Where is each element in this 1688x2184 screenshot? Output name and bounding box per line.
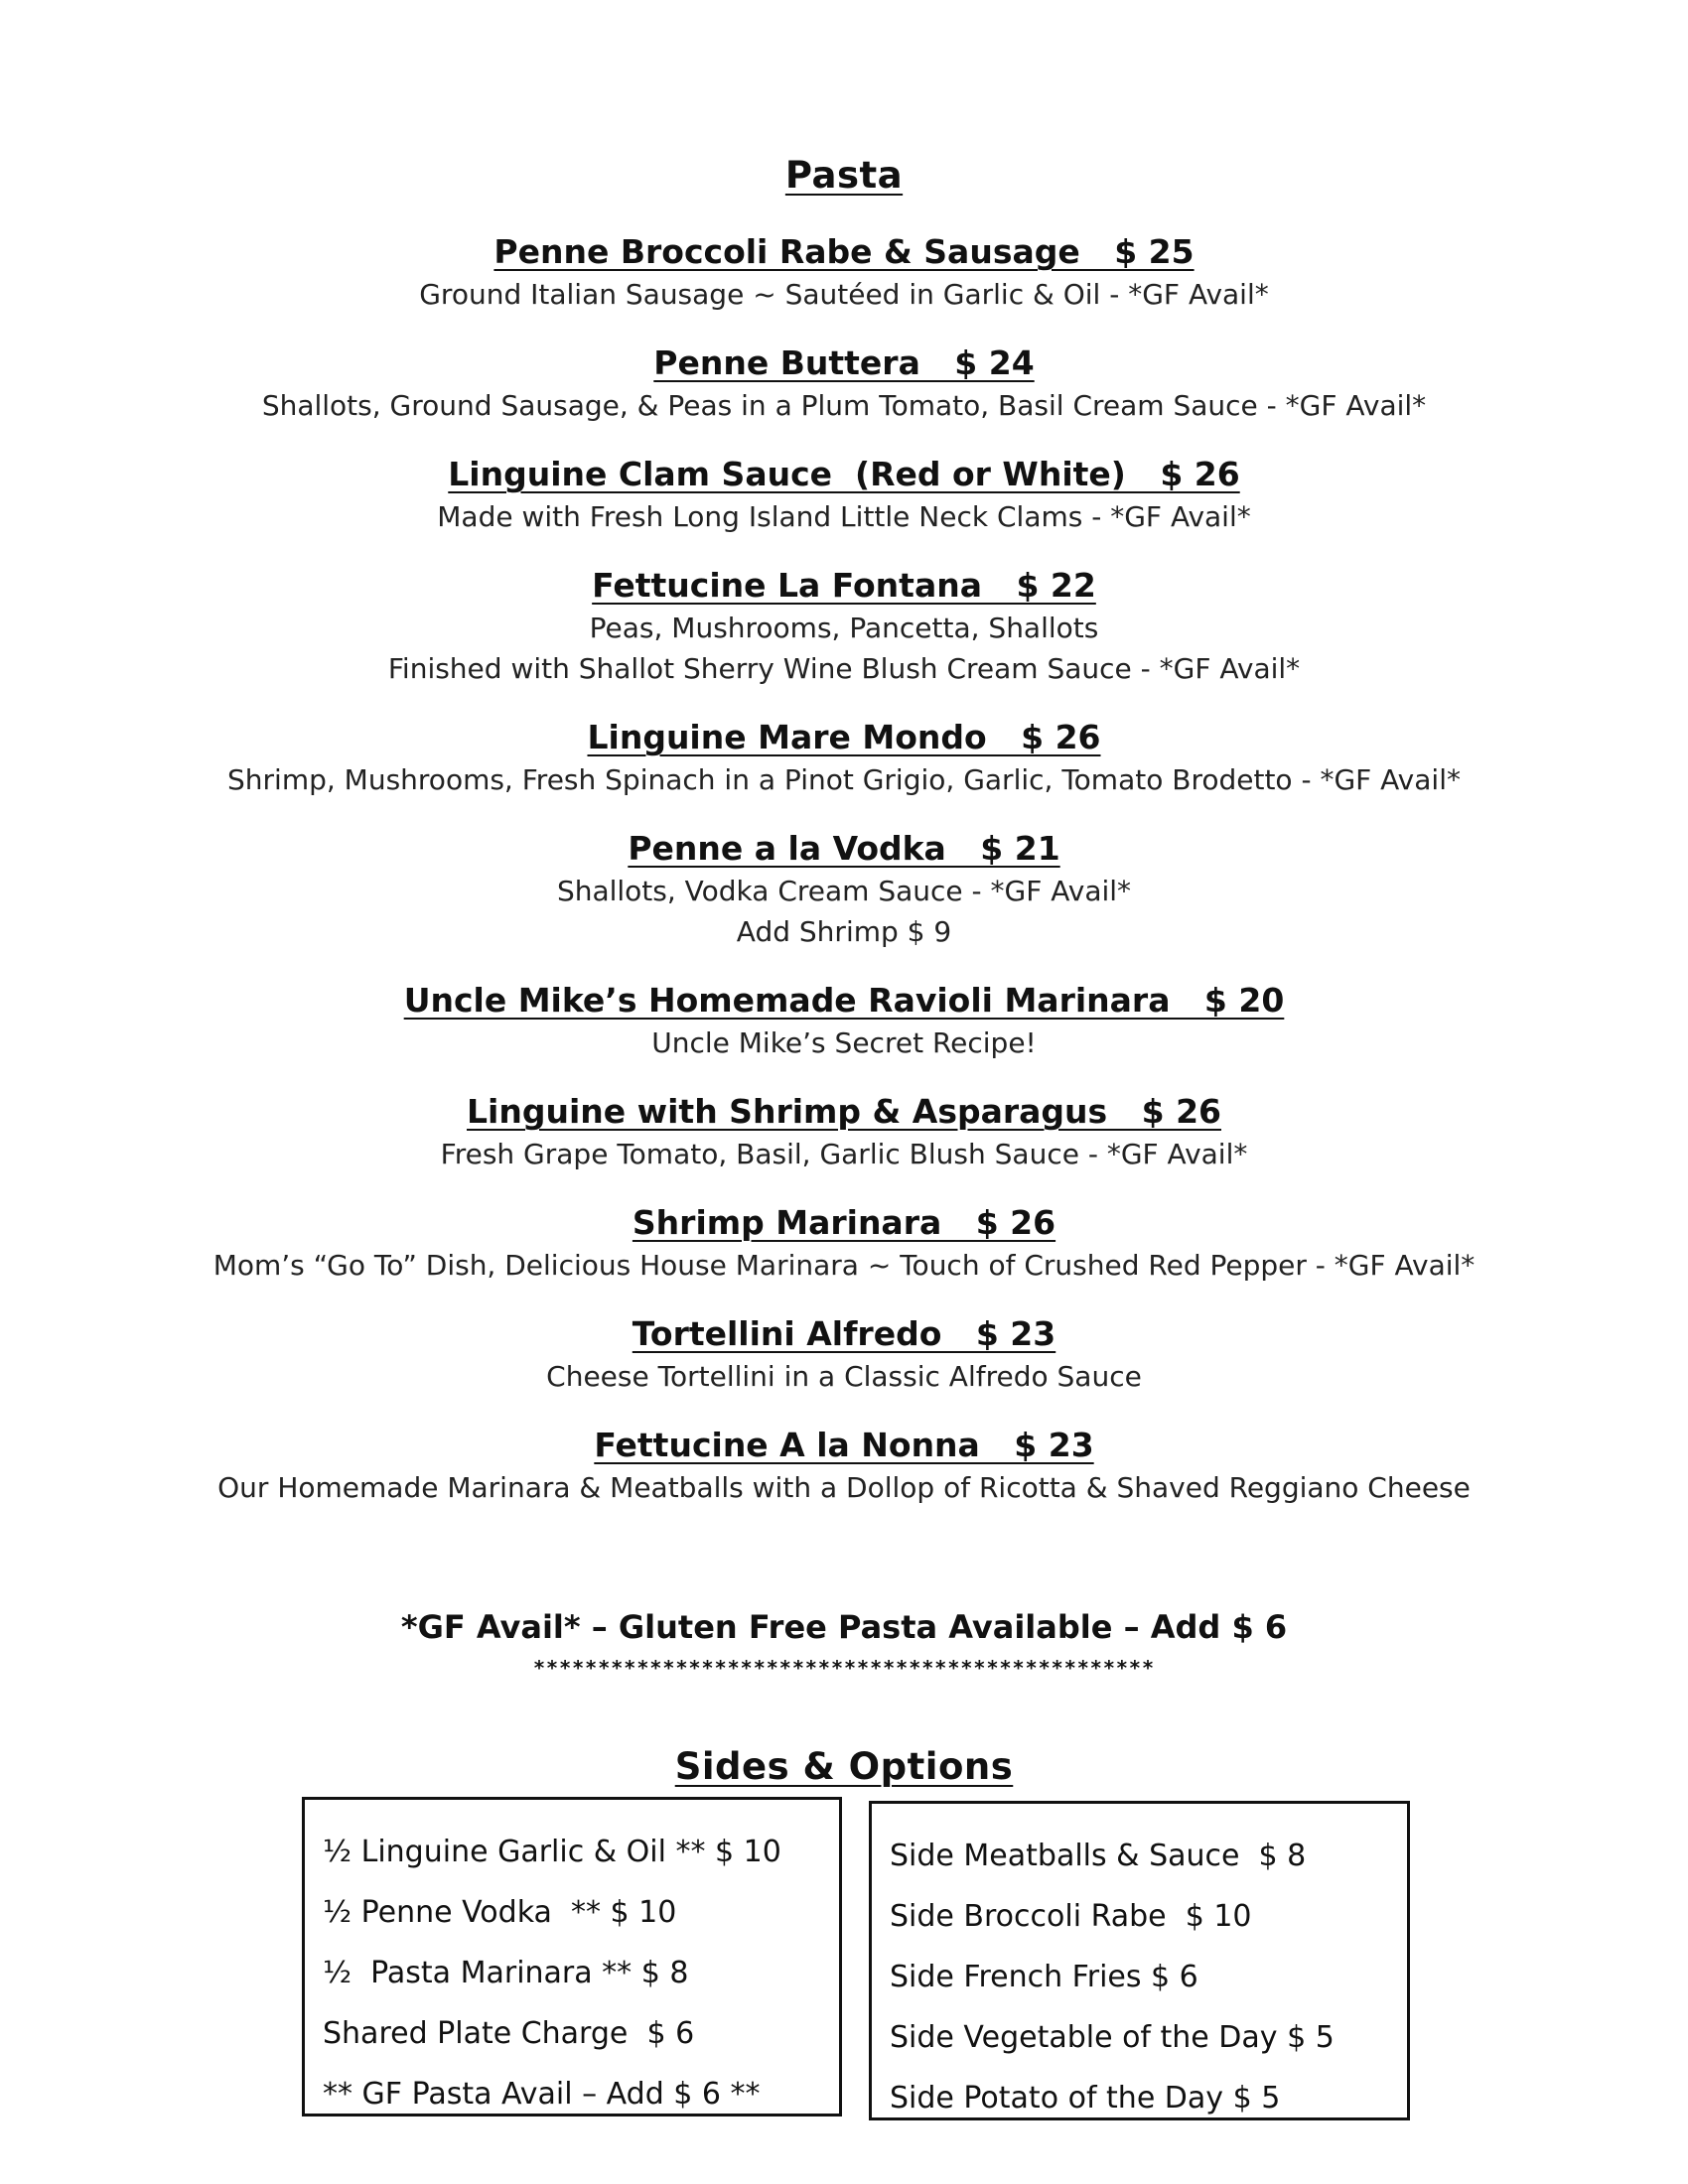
menu-item bbox=[0, 341, 1688, 426]
menu-item-description: Finished with Shallot Sherry Wine Blush Cream Sauce - *GF Avail* bbox=[387, 652, 1301, 685]
menu-item bbox=[0, 716, 1688, 800]
pasta-section-title: Pasta bbox=[784, 154, 904, 197]
side-item: Side Meatballs & Sauce $ 8 bbox=[890, 1839, 1307, 1873]
menu-item bbox=[0, 979, 1688, 1063]
menu-item-title: Uncle Mike’s Homemade Ravioli Marinara $ 20 bbox=[403, 981, 1285, 1020]
menu-item-title: Fettucine La Fontana $ 22 bbox=[592, 566, 1096, 605]
menu-item-description: Shrimp, Mushrooms, Fresh Spinach in a Pinot Grigio, Garlic, Tomato Brodetto - *GF Avail* bbox=[227, 763, 1461, 796]
menu-item-description: Peas, Mushrooms, Pancetta, Shallots bbox=[589, 612, 1099, 644]
pasta-menu-list bbox=[0, 230, 1688, 1535]
menu-item-description: Our Homemade Marinara & Meatballs with a Dollop of Ricotta & Shaved Reggiano Cheese bbox=[217, 1471, 1471, 1504]
menu-item-description: Uncle Mike’s Secret Recipe! bbox=[651, 1026, 1037, 1059]
menu-item bbox=[0, 1312, 1688, 1397]
sides-section-title: Sides & Options bbox=[674, 1745, 1014, 1788]
menu-item-title: Linguine Mare Mondo $ 26 bbox=[587, 718, 1101, 756]
menu-item-title: Penne Broccoli Rabe & Sausage $ 25 bbox=[493, 232, 1195, 271]
menu-item bbox=[0, 453, 1688, 537]
menu-item-title: Tortellini Alfredo $ 23 bbox=[632, 1314, 1056, 1353]
menu-item bbox=[0, 230, 1688, 315]
menu-item-title: Fettucine A la Nonna $ 23 bbox=[594, 1426, 1094, 1464]
menu-item-title: Linguine Clam Sauce (Red or White) $ 26 bbox=[448, 455, 1240, 493]
side-item: Side Vegetable of the Day $ 5 bbox=[890, 2020, 1335, 2055]
menu-item-description: Shallots, Ground Sausage, & Peas in a Plum Tomato, Basil Cream Sauce - *GF Avail* bbox=[261, 389, 1427, 422]
menu-item-description: Fresh Grape Tomato, Basil, Garlic Blush Sauce - *GF Avail* bbox=[440, 1138, 1248, 1170]
menu-item-description: Made with Fresh Long Island Little Neck Clams - *GF Avail* bbox=[437, 500, 1251, 533]
menu-item-description: Add Shrimp $ 9 bbox=[736, 915, 952, 948]
menu-item-description: Mom’s “Go To” Dish, Delicious House Marinara ~ Touch of Crushed Red Pepper - *GF Avail* bbox=[212, 1249, 1476, 1282]
menu-item-title: Linguine with Shrimp & Asparagus $ 26 bbox=[467, 1092, 1221, 1131]
menu-item bbox=[0, 1201, 1688, 1286]
menu-item-description: Ground Italian Sausage ~ Sautéed in Garlic & Oil - *GF Avail* bbox=[419, 278, 1269, 311]
side-item: Side Broccoli Rabe $ 10 bbox=[890, 1899, 1252, 1934]
option-item: ½ Penne Vodka ** $ 10 bbox=[323, 1895, 677, 1930]
gluten-free-note: *GF Avail* – Gluten Free Pasta Available – Add $ 6 bbox=[400, 1608, 1288, 1646]
menu-item bbox=[0, 1424, 1688, 1508]
option-item: Shared Plate Charge $ 6 bbox=[323, 2016, 695, 2051]
side-item: Side Potato of the Day $ 5 bbox=[890, 2081, 1281, 2116]
menu-item-title: Shrimp Marinara $ 26 bbox=[632, 1203, 1056, 1242]
menu-item-description: Shallots, Vodka Cream Sauce - *GF Avail* bbox=[556, 875, 1132, 907]
option-item: ½ Linguine Garlic & Oil ** $ 10 bbox=[323, 1835, 781, 1869]
menu-item-title: Penne a la Vodka $ 21 bbox=[628, 829, 1060, 868]
menu-item bbox=[0, 1090, 1688, 1174]
menu-item bbox=[0, 564, 1688, 689]
menu-item-title: Penne Buttera $ 24 bbox=[653, 343, 1035, 382]
option-item: ½ Pasta Marinara ** $ 8 bbox=[323, 1956, 689, 1990]
menu-item-description: Cheese Tortellini in a Classic Alfredo Sauce bbox=[546, 1360, 1142, 1393]
asterisk-divider: ************************************************ bbox=[533, 1656, 1155, 1680]
sides-box bbox=[869, 1801, 1410, 2120]
option-item: ** GF Pasta Avail – Add $ 6 ** bbox=[323, 2077, 761, 2112]
pasta-options-box bbox=[302, 1797, 842, 2116]
menu-item bbox=[0, 827, 1688, 952]
side-item: Side French Fries $ 6 bbox=[890, 1960, 1198, 1994]
